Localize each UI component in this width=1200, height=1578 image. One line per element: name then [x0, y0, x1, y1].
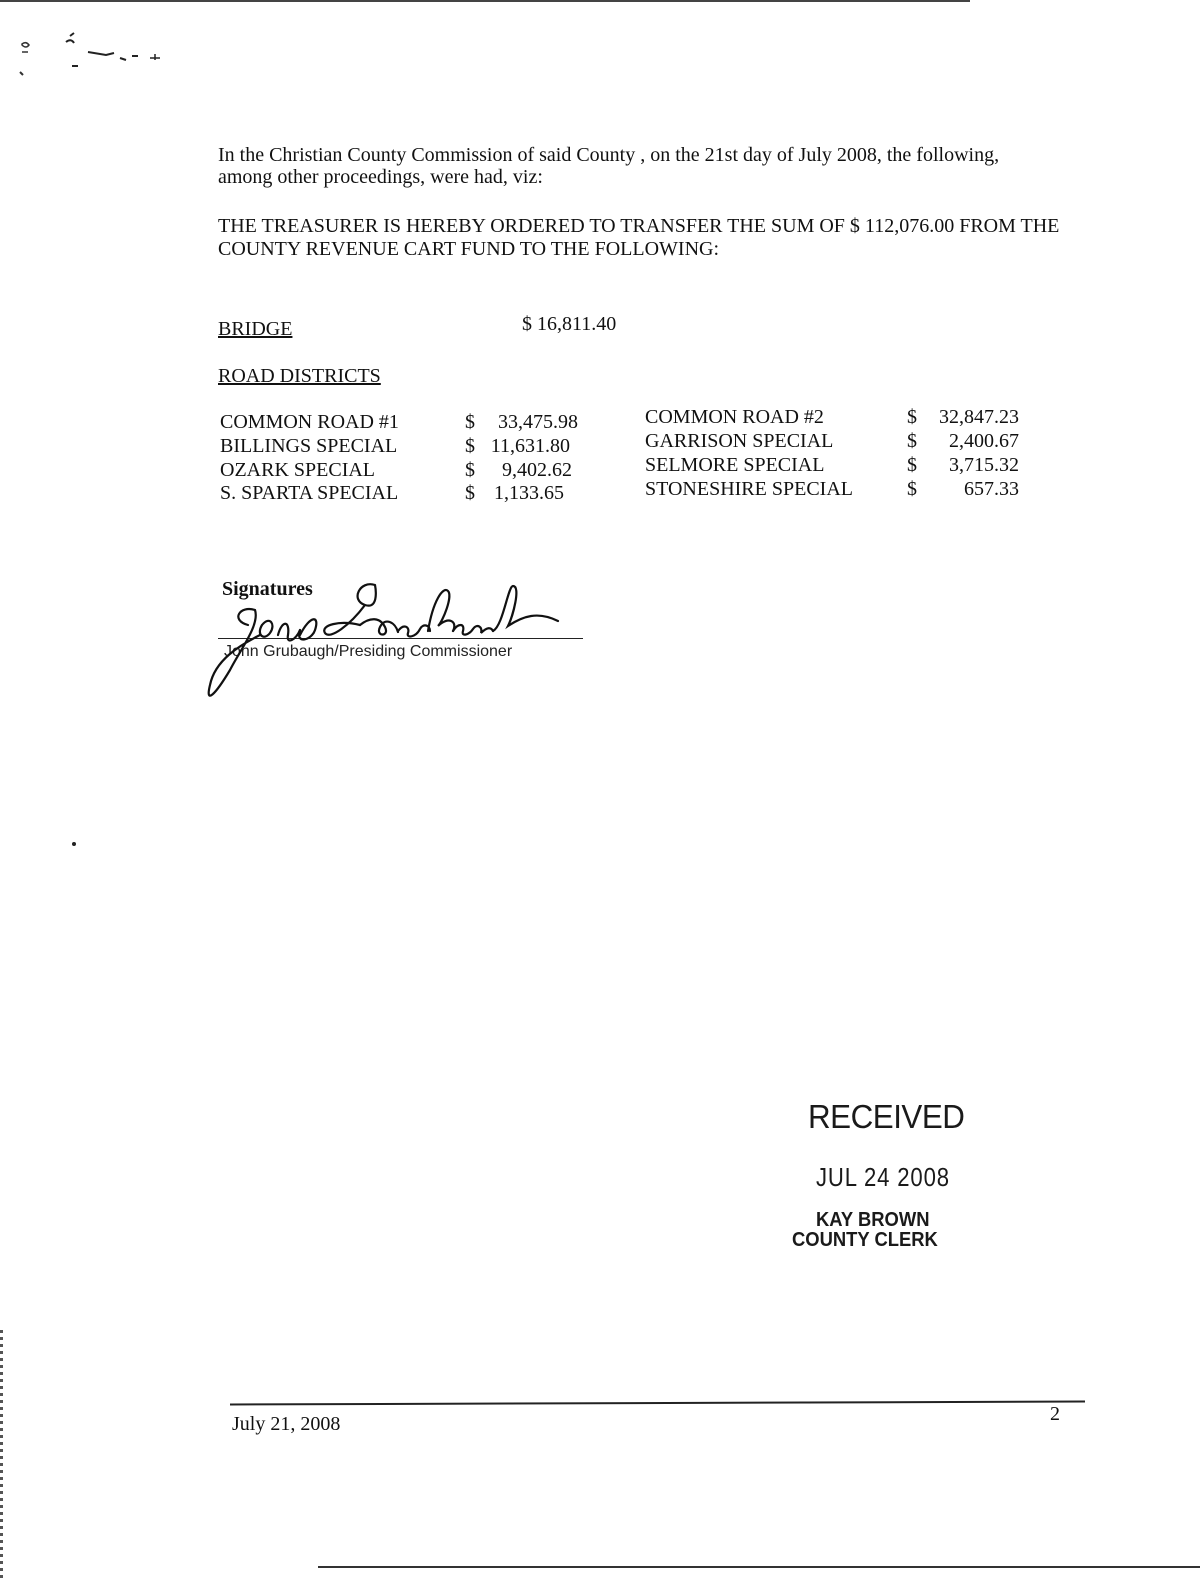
fund-dollar-sign: $	[465, 411, 475, 433]
fund-name: COMMON ROAD #1	[220, 411, 399, 433]
scan-edge-bottom	[318, 1566, 1200, 1568]
fund-amount: 657.33	[964, 478, 1019, 500]
fund-dollar-sign: $	[465, 482, 475, 504]
fund-name: STONESHIRE SPECIAL	[645, 478, 853, 500]
fund-dollar-sign: $	[907, 406, 917, 428]
bridge-amount: $ 16,811.40	[522, 313, 617, 335]
fund-name: OZARK SPECIAL	[220, 459, 376, 481]
scan-specks	[0, 0, 200, 120]
fund-dollar-sign: $	[907, 454, 917, 476]
fund-name: COMMON ROAD #2	[645, 406, 824, 428]
fund-row	[220, 481, 580, 505]
fund-name: BILLINGS SPECIAL	[220, 435, 398, 457]
stamp-received-text: RECEIVED	[808, 1098, 965, 1135]
fund-row	[220, 410, 580, 434]
fund-name: GARRISON SPECIAL	[645, 430, 834, 452]
fund-name: SELMORE SPECIAL	[645, 454, 825, 476]
stamp-clerk-title: COUNTY CLERK	[792, 1229, 938, 1251]
fund-amount: 1,133.65	[494, 482, 564, 504]
stamp-clerk-name: KAY BROWN	[816, 1209, 930, 1231]
order-paragraph: THE TREASURER IS HEREBY ORDERED TO TRANSFER THE SUM OF $ 112,076.00 FROM THE COUNTY REVENUE CART FUND TO THE FOLLOWING:	[218, 215, 1060, 260]
fund-row	[645, 405, 1025, 429]
handwritten-signature	[200, 565, 570, 715]
fund-row	[645, 453, 1025, 477]
fund-row	[220, 458, 580, 482]
fund-amount: 11,631.80	[490, 435, 570, 457]
intro-paragraph: In the Christian County Commission of said County , on the 21st day of July 2008, the following, among other proceedings, were had, viz:	[218, 144, 1000, 188]
footer-date: July 21, 2008	[232, 1413, 341, 1435]
fund-amount: 2,400.67	[949, 430, 1019, 452]
signature-caption: John Grubaugh/Presiding Commissioner	[224, 643, 513, 660]
fund-amount: 32,847.23	[939, 406, 1019, 428]
fund-dollar-sign: $	[465, 435, 475, 457]
footer-rule	[230, 1401, 1085, 1406]
fund-amount: 33,475.98	[498, 411, 578, 433]
scan-edge-left	[0, 1330, 3, 1578]
fund-dollar-sign: $	[907, 430, 917, 452]
bridge-label: BRIDGE	[218, 318, 293, 340]
signatures-heading: Signatures	[222, 578, 313, 600]
fund-row	[220, 434, 580, 458]
fund-row	[645, 429, 1025, 453]
page-number: 2	[1050, 1403, 1060, 1425]
fund-name: S. SPARTA SPECIAL	[220, 482, 399, 504]
fund-amount: 9,402.62	[502, 459, 572, 481]
fund-dollar-sign: $	[907, 478, 917, 500]
fund-row	[645, 477, 1025, 501]
road-districts-label: ROAD DISTRICTS	[218, 365, 381, 387]
fund-amount: 3,715.32	[949, 454, 1019, 476]
scan-dot	[72, 842, 76, 846]
stamp-date: JUL 24 2008	[816, 1162, 950, 1192]
fund-dollar-sign: $	[465, 459, 475, 481]
